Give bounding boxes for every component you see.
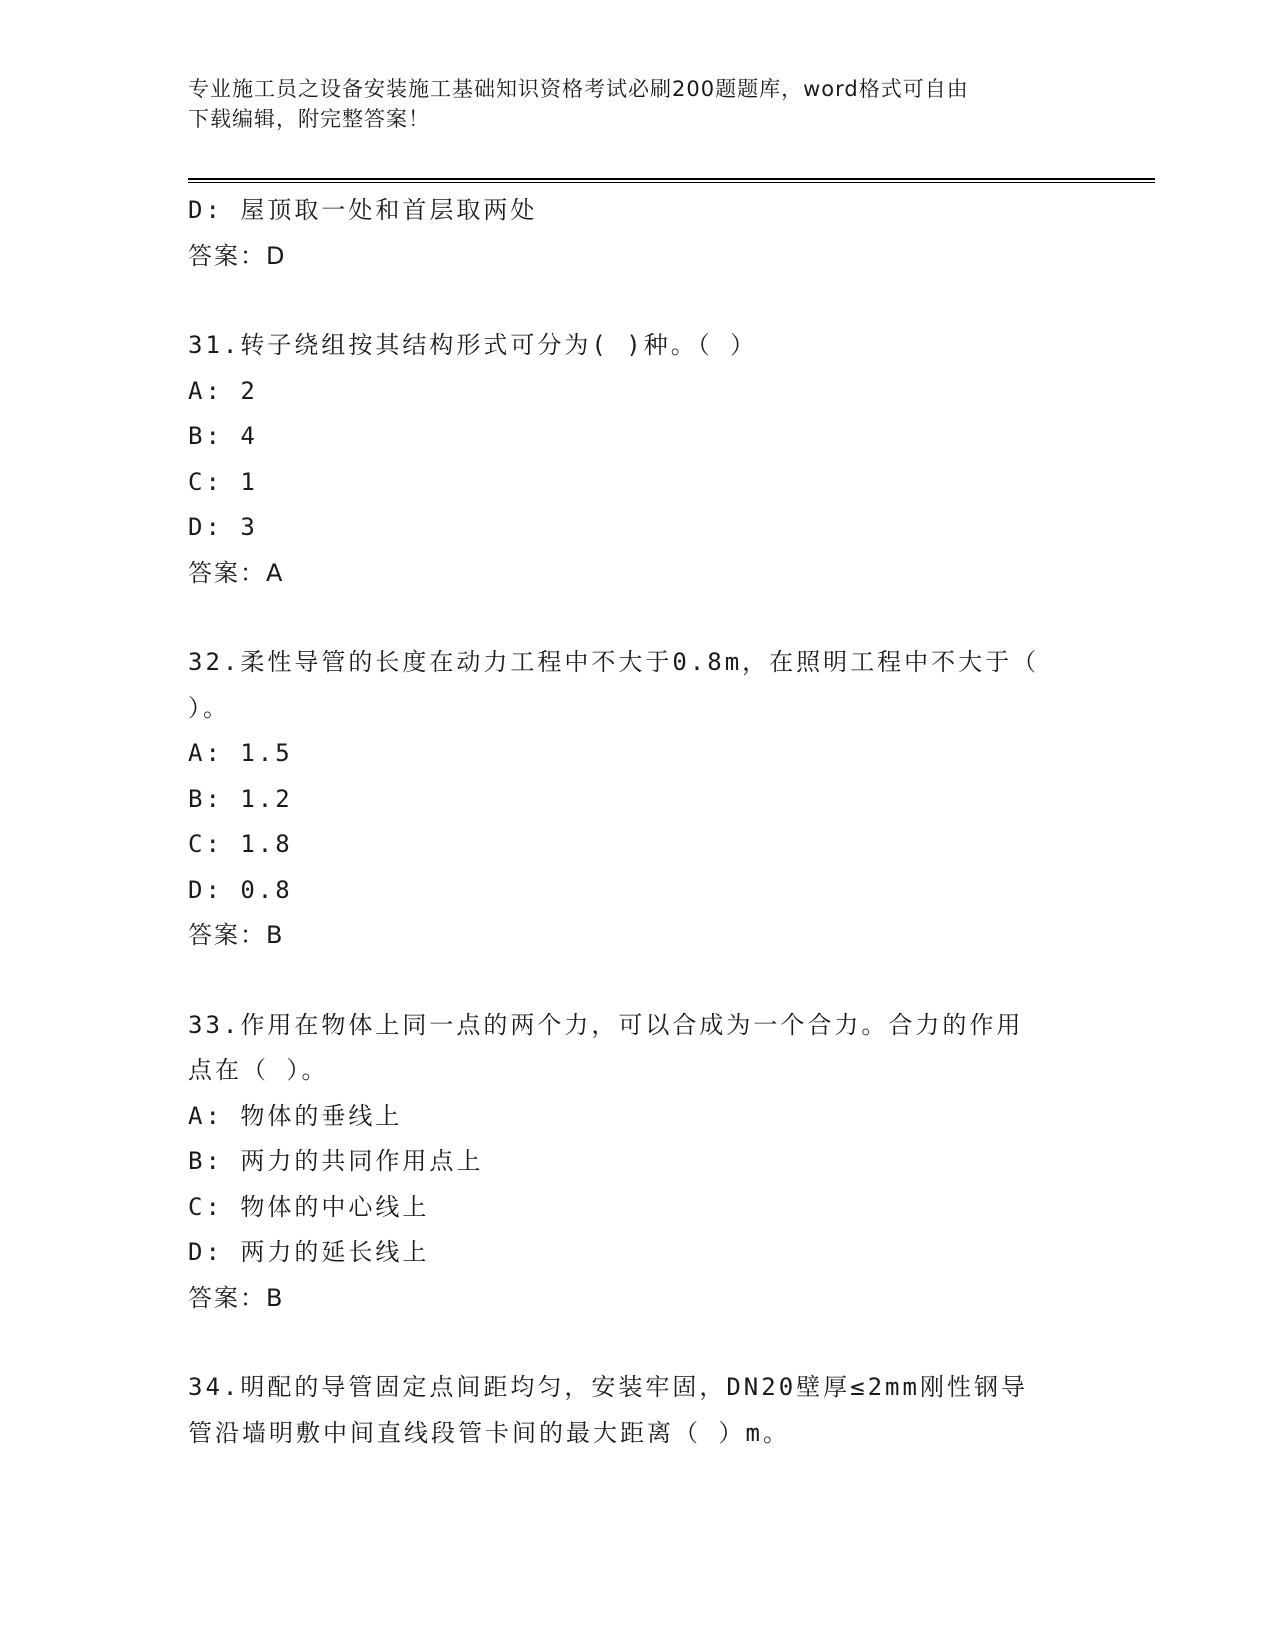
q33-option-d: D: 两力的延长线上 xyxy=(188,1238,430,1266)
q33-answer: 答案：B xyxy=(188,1283,285,1312)
q32-option-c: C: 1.8 xyxy=(188,830,293,858)
question-content xyxy=(188,188,1088,1456)
spacer xyxy=(188,959,1088,1003)
q31-option-b: B: 4 xyxy=(188,422,258,450)
q31-option-c: C: 1 xyxy=(188,467,258,496)
q32-option-a: A: 1.5 xyxy=(188,739,293,767)
q32-text-line-2: ）。 xyxy=(188,693,230,722)
document-header xyxy=(188,74,1068,134)
spacer xyxy=(188,279,1088,323)
q31-option-a: A: 2 xyxy=(188,376,258,405)
q31-option-d: D: 3 xyxy=(188,513,258,541)
q34-text-line-2: 管沿墙明敷中间直线段管卡间的最大距离（ ）m。 xyxy=(188,1418,790,1447)
header-line-1: 专业施工员之设备安装施工基础知识资格考试必刷200题题库，word格式可自由 xyxy=(188,77,969,101)
header-line-2: 下载编辑，附完整答案！ xyxy=(188,107,430,131)
header-divider-thick xyxy=(188,178,1155,180)
q32-answer: 答案：B xyxy=(188,921,285,949)
q32-option-d: D: 0.8 xyxy=(188,875,293,904)
prev-answer: 答案：D xyxy=(188,241,287,270)
spacer xyxy=(188,596,1088,640)
q31-answer: 答案：A xyxy=(188,558,285,587)
q34-text-line-1: 34.明配的导管固定点间距均匀，安装牢固，DN20壁厚≤2mm刚性钢导 xyxy=(188,1373,1028,1401)
prev-option-d: D: 屋顶取一处和首层取两处 xyxy=(188,196,538,224)
q33-option-c: C: 物体的中心线上 xyxy=(188,1192,430,1221)
q33-option-b: B: 两力的共同作用点上 xyxy=(188,1147,484,1175)
q33-option-a: A: 物体的垂线上 xyxy=(188,1101,403,1130)
spacer xyxy=(188,1321,1088,1365)
q32-option-b: B: 1.2 xyxy=(188,784,293,813)
header-divider-thin xyxy=(188,182,1155,183)
q33-text-line-2: 点在（ ）。 xyxy=(188,1056,329,1084)
q31-text: 31.转子绕组按其结构形式可分为( )种。（ ） xyxy=(188,331,758,359)
q32-text-line-1: 32.柔性导管的长度在动力工程中不大于0.8m，在照明工程中不大于（ xyxy=(188,648,1040,676)
q33-text-line-1: 33.作用在物体上同一点的两个力，可以合成为一个合力。合力的作用 xyxy=(188,1010,1024,1039)
